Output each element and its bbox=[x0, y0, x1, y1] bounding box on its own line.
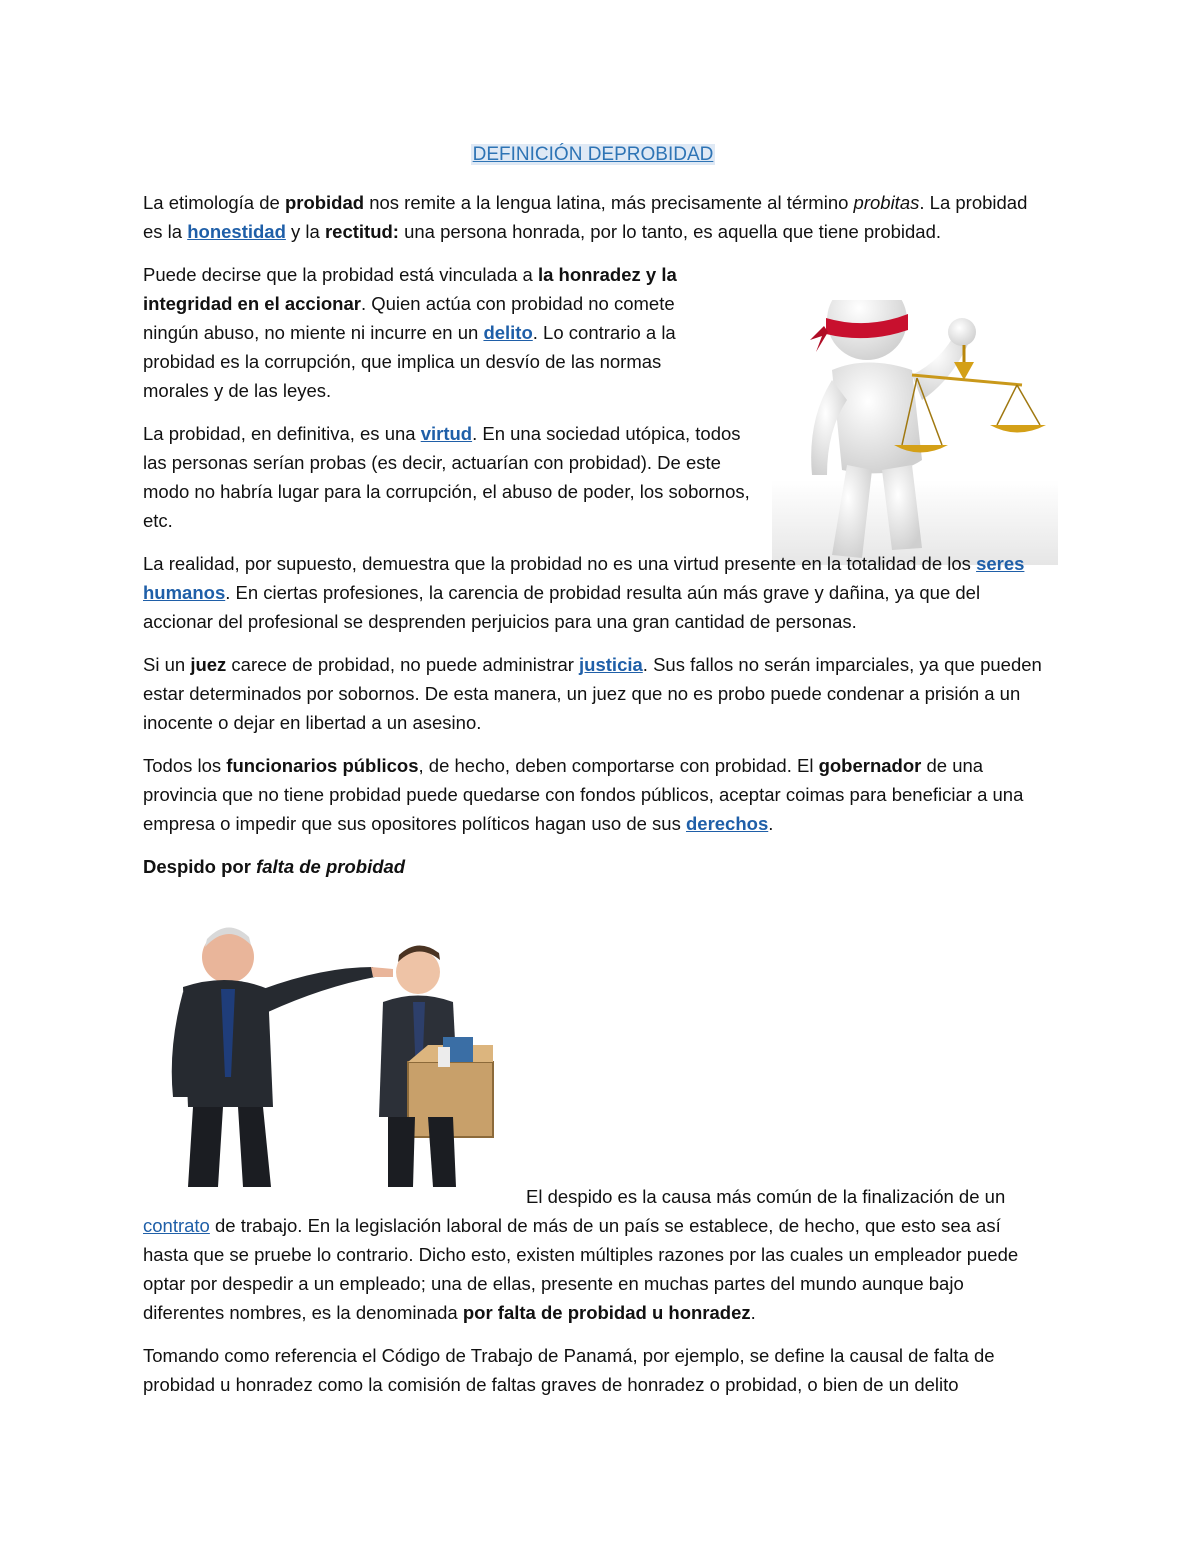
paragraph-8: Tomando como referencia el Código de Trabajo de Panamá, por ejemplo, se define la causal de falta de probidad u honradez como la comisión de faltas graves de honradez o probidad, o bien de un delito bbox=[143, 1345, 995, 1395]
link-delito[interactable]: delito bbox=[483, 322, 533, 343]
link-derechos[interactable]: derechos bbox=[685, 813, 769, 834]
paragraph-7: El despido es la causa más común de la finalización de un contrato de trabajo. En la legislación laboral de más de un país se establece, de hecho, que esto sea así hasta que se pruebe lo contrario. Dicho esto, existen múltiples razones por las cuales un empleador puede optar por despedir a un empleado; una de ellas, presente en muchas partes del mundo aunque bajo diferentes nombres, es la denominada por falta de probidad u honradez. bbox=[143, 1186, 1019, 1323]
page-title: DEFINICIÓN DEPROBIDAD bbox=[472, 144, 714, 165]
dismissal-image bbox=[143, 897, 523, 1192]
section-heading-despido: Despido por falta de probidad bbox=[143, 856, 406, 877]
link-virtud[interactable]: virtud bbox=[420, 423, 473, 444]
document-body bbox=[143, 140, 1043, 1413]
paragraph-6: Todos los funcionarios públicos, de hecho, deben comportarse con probidad. El gobernador de una provincia que no tiene probidad puede quedarse con fondos públicos, aceptar coimas para beneficiar a una empresa o impedir que sus opositores políticos hagan uso de sus derechos. bbox=[143, 755, 1024, 834]
paragraph-3: La probidad, en definitiva, es una virtud. En una sociedad utópica, todos las personas serían probas (es decir, actuarían con probidad). De este modo no habría lugar para la corrupción, el abuso de poder, los sobornos, etc. bbox=[143, 423, 750, 531]
link-honestidad[interactable]: honestidad bbox=[187, 221, 286, 242]
link-contrato[interactable]: contrato bbox=[143, 1215, 210, 1236]
paragraph-5: Si un juez carece de probidad, no puede administrar justicia. Sus fallos no serán imparciales, ya que pueden estar determinados por sobornos. De esta manera, un juez que no es probo puede condenar a prisión a un inocente o dejar en libertad a un asesino. bbox=[143, 654, 1042, 733]
link-seres-humanos[interactable]: seres humanos bbox=[143, 553, 1025, 603]
link-justicia[interactable]: justicia bbox=[579, 654, 643, 675]
paragraph-2: Puede decirse que la probidad está vinculada a la honradez y la integridad en el accionar. Quien actúa con probidad no comete ningún abuso, no miente ni incurre en un delito. Lo contrario a la probidad es la corrupción, que implica un desvío de las normas morales y de las leyes. bbox=[143, 264, 677, 401]
paragraph-1: La etimología de probidad nos remite a la lengua latina, más precisamente al término probitas. La probidad es la honestidad y la rectitud: una persona honrada, por lo tanto, es aquella que tiene probidad. bbox=[143, 192, 1028, 242]
paragraph-4: La realidad, por supuesto, demuestra que la probidad no es una virtud presente en la totalidad de los seres humanos. En ciertas profesiones, la carencia de probidad resulta aún más grave y dañina, ya que del accionar del profesional se desprenden perjuicios para una gran cantidad de personas. bbox=[143, 553, 1025, 632]
